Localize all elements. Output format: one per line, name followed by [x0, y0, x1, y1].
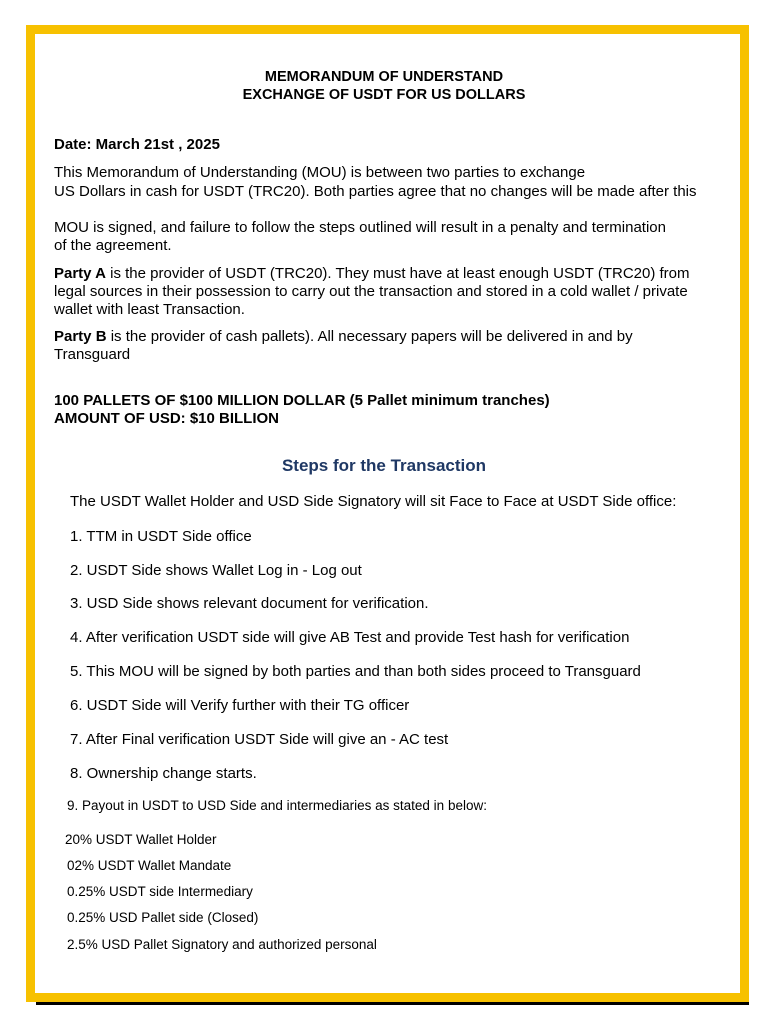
- steps-heading: Steps for the Transaction: [281, 456, 487, 475]
- step-item: 7. After Final verification USDT Side will give an - AC test: [70, 731, 449, 748]
- steps-intro: The USDT Wallet Holder and USD Side Signatory will sit Face to Face at USDT Side office:: [70, 493, 677, 510]
- payout-item: 2.5% USD Pallet Signatory and authorized personal: [67, 937, 377, 952]
- payout-item: 02% USDT Wallet Mandate: [67, 858, 232, 873]
- title-line-2: EXCHANGE OF USDT FOR US DOLLARS: [242, 87, 526, 103]
- party-a-line-3: wallet with least Transaction.: [54, 301, 245, 318]
- date-line: Date: March 21st , 2025: [54, 136, 220, 153]
- party-a-line-1: [54, 265, 690, 283]
- party-b-text: is the provider of cash pallets). All necessary papers will be delivered in and by: [106, 328, 633, 345]
- party-a-label: Party A: [54, 265, 106, 282]
- step-item: 1. TTM in USDT Side office: [70, 528, 252, 545]
- intro-line-4: of the agreement.: [54, 237, 172, 254]
- intro-line-3: MOU is signed, and failure to follow the steps outlined will result in a penalty and termination: [54, 219, 666, 236]
- step-item: 8. Ownership change starts.: [70, 765, 257, 782]
- party-a-line-2: legal sources in their possession to carry out the transaction and stored in a cold wallet / private: [54, 283, 688, 300]
- party-b-label: Party B: [54, 328, 107, 345]
- intro-line-1: This Memorandum of Understanding (MOU) is between two parties to exchange: [54, 164, 586, 181]
- intro-line-2: US Dollars in cash for USDT (TRC20). Both parties agree that no changes will be made after this: [54, 183, 697, 200]
- party-a-text: is the provider of USDT (TRC20). They must have at least enough USDT (TRC20) from: [105, 265, 690, 282]
- party-b-line-1: [54, 328, 633, 346]
- pallets-line-2: AMOUNT OF USD: $10 BILLION: [54, 410, 280, 427]
- payout-item: 0.25% USDT side Intermediary: [67, 884, 253, 899]
- step-item: 5. This MOU will be signed by both parties and than both sides proceed to Transguard: [70, 663, 641, 680]
- party-b-line-2: Transguard: [54, 346, 131, 363]
- title-line-1: MEMORANDUM OF UNDERSTAND: [264, 69, 504, 85]
- payout-item: 0.25% USD Pallet side (Closed): [67, 910, 259, 925]
- step-item: 4. After verification USDT side will give AB Test and provide Test hash for verification: [70, 629, 630, 646]
- step-9: 9. Payout in USDT to USD Side and intermediaries as stated in below:: [67, 798, 487, 813]
- step-item: 2. USDT Side shows Wallet Log in - Log out: [70, 562, 362, 579]
- step-item: 6. USDT Side will Verify further with their TG officer: [70, 697, 410, 714]
- payout-item: 20% USDT Wallet Holder: [65, 832, 217, 847]
- step-item: 3. USD Side shows relevant document for verification.: [70, 595, 429, 612]
- pallets-line-1: 100 PALLETS OF $100 MILLION DOLLAR (5 Pallet minimum tranches): [54, 392, 550, 409]
